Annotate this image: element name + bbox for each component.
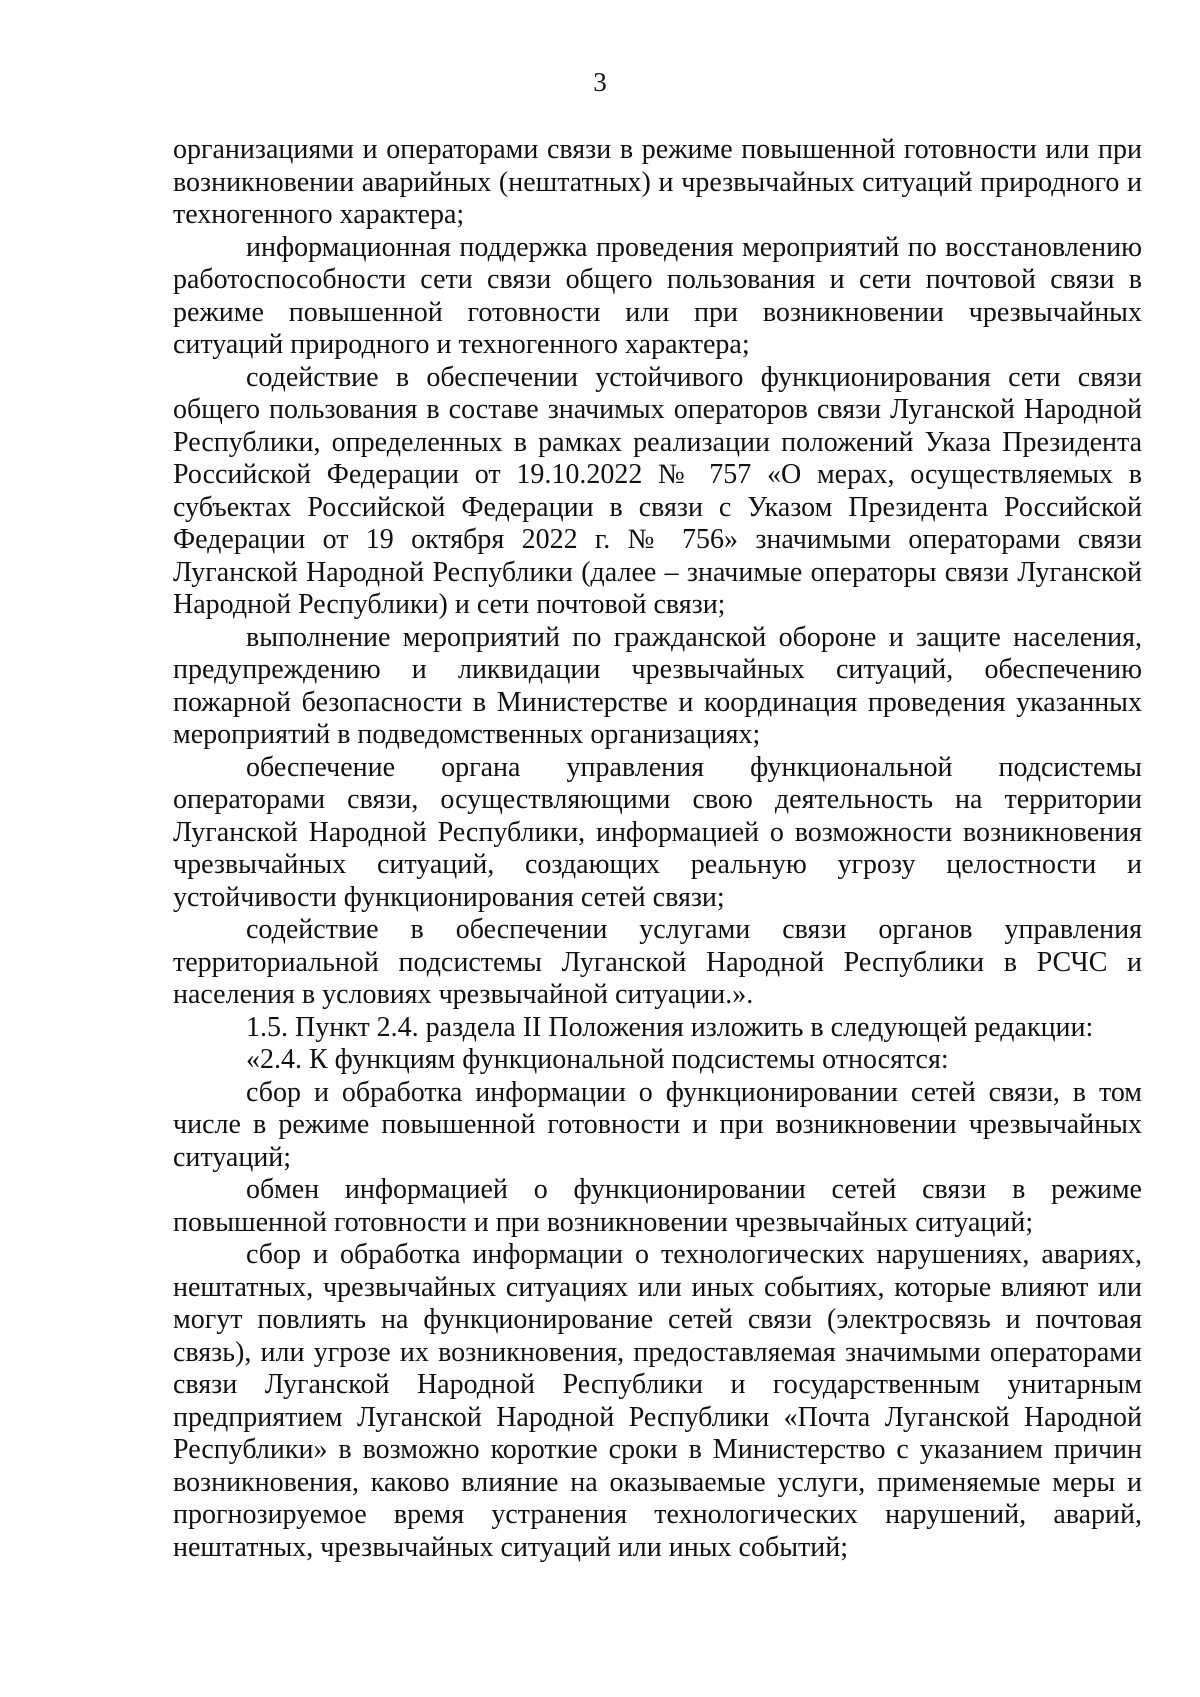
paragraph-8: «2.4. К функциям функциональной подсистемы относятся: bbox=[246, 1044, 949, 1075]
paragraph-9: сбор и обработка информации о функционировании сетей связи, в том числе в режиме повышенной готовности и при возникновении чрезвычайных ситуаций; bbox=[173, 1076, 1142, 1173]
paragraph-2: информационная поддержка проведения мероприятий по восстановлению работоспособности сети связи общего пользования и сети почтовой связи в режиме повышенной готовности или при возникновении чрезвычайных ситуаций природного и техногенного характера; bbox=[173, 231, 1142, 360]
paragraph-5: обеспечение органа управления функциональной подсистемы операторами связи, осуществляющими свою деятельность на территории Луганской Народной Республики, информацией о возможности возникновения чрезвычайных ситуаций, создающих реальную угрозу целостности и устойчивости функционирования сетей связи; bbox=[173, 751, 1142, 913]
paragraph-3: содействие в обеспечении устойчивого функционирования сети связи общего пользования в составе значимых операторов связи Луганской Народной Республики, определенных в рамках реализации положений Указа Президента Российской Федерации от 19.10.2022 № 757 «О мерах, осуществляемых в субъектах Российской Федерации в связи с Указом Президента Российской Федерации от 19 октября 2022 г. № 756» значимыми операторами связи Луганской Народной Республики (далее – значимые операторы связи Луганской Народной Республики) и сети почтовой связи; bbox=[173, 361, 1142, 620]
paragraph-1: организациями и операторами связи в режиме повышенной готовности или при возникновении аварийных (нештатных) и чрезвычайных ситуаций природного и техногенного характера; bbox=[173, 134, 1142, 230]
paragraph-4: выполнение мероприятий по гражданской обороне и защите населения, предупреждению и ликвидации чрезвычайных ситуаций, обеспечению пожарной безопасности в Министерстве и координация проведения указанных мероприятий в подведомственных организациях; bbox=[173, 621, 1142, 750]
document-body bbox=[173, 134, 1142, 1564]
paragraph-10: обмен информацией о функционировании сетей связи в режиме повышенной готовности и при возникновении чрезвычайных ситуаций; bbox=[173, 1174, 1142, 1238]
paragraph-6: содействие в обеспечении услугами связи органов управления территориальной подсистемы Луганской Народной Республики в РСЧС и населения в условиях чрезвычайной ситуации.». bbox=[173, 914, 1142, 1010]
paragraph-11: сбор и обработка информации о технологических нарушениях, авариях, нештатных, чрезвычайных ситуациях или иных событиях, которые влияют или могут повлиять на функционирование сетей связи (электросвязь и почтовая связь), или угрозе их возникновения, предоставляемая значимыми операторами связи Луганской Народной Республики и государственным унитарным предприятием Луганской Народной Республики «Почта Луганской Народной Республики» в возможно короткие сроки в Министерство с указанием причин возникновения, каково влияние на оказываемые услуги, применяемые меры и прогнозируемое время устранения технологических нарушений, аварий, нештатных, чрезвычайных ситуаций или иных событий; bbox=[173, 1239, 1142, 1563]
paragraph-7: 1.5. Пункт 2.4. раздела II Положения изложить в следующей редакции: bbox=[246, 1011, 1094, 1043]
page-number: 3 bbox=[593, 67, 607, 97]
